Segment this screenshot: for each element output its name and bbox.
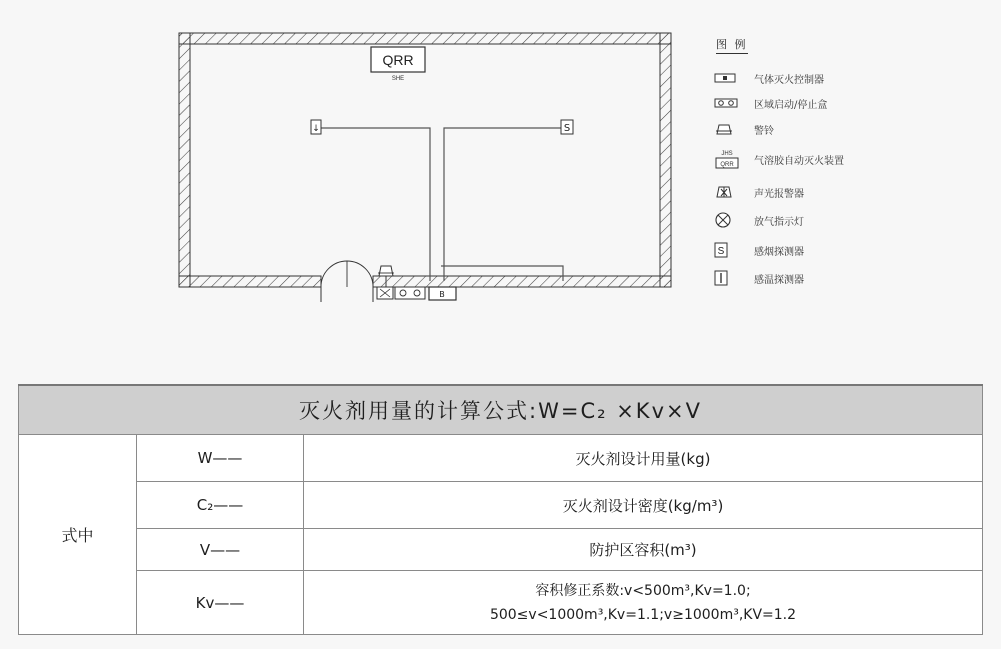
- description-line: 容积修正系数:v<500m³,Kv=1.0;: [535, 582, 751, 599]
- discharge-indicator-icon: [714, 210, 748, 230]
- legend-title: 图 例: [716, 36, 748, 54]
- wiring: [321, 128, 563, 291]
- gas-fire-controller-icon: [714, 68, 748, 88]
- svg-text:QRR: QRR: [720, 162, 734, 168]
- description-cell: 防护区容积(m³): [304, 529, 983, 571]
- smoke-detector: [561, 120, 573, 134]
- alarm-bell: [378, 266, 394, 276]
- aerosol-controller: [371, 47, 425, 82]
- svg-text:B: B: [439, 290, 445, 299]
- legend-item: S 感烟探测器: [714, 240, 804, 260]
- alarm-bell-icon: [714, 119, 748, 139]
- sound-light-alarm: [377, 287, 393, 299]
- table-row: [19, 435, 983, 482]
- symbol-cell: V——: [137, 529, 304, 571]
- calculation-table: [18, 384, 983, 635]
- legend-item: 区域启动/停止盒: [714, 93, 827, 113]
- gas-fire-controller: [429, 287, 456, 300]
- description-cell: [304, 571, 983, 635]
- door: [321, 261, 373, 302]
- legend-item: 气体灭火控制器: [714, 68, 824, 88]
- heat-detector-icon: [714, 268, 748, 288]
- zone-start-stop-box-icon: [714, 93, 748, 113]
- controller-sub-label: SHE: [391, 76, 405, 82]
- svg-text:JHS: JHS: [721, 151, 733, 157]
- symbol-cell: W——: [137, 435, 304, 482]
- smoke-detector-icon: [714, 240, 748, 260]
- description-line: 500≤v<1000m³,Kv=1.1;v≥1000m³,KV=1.2: [489, 606, 797, 623]
- svg-text:S: S: [563, 123, 571, 134]
- legend-item: 警铃: [714, 119, 774, 139]
- legend-item: 感温探测器: [714, 268, 804, 288]
- aerosol-device-icon: [714, 149, 748, 169]
- table-row: [19, 529, 983, 571]
- side-label: 式中: [19, 435, 137, 635]
- svg-text:↓: ↓: [312, 124, 320, 134]
- symbol-cell: C₂——: [137, 482, 304, 529]
- svg-text:S: S: [717, 246, 725, 257]
- controller-label: QRR: [382, 52, 414, 68]
- zone-start-stop-box: [395, 287, 425, 299]
- legend-item: JHS QRR 气溶胶自动灭火装置: [714, 149, 844, 169]
- legend-item: 放气指示灯: [714, 210, 804, 230]
- heat-detector: [311, 120, 321, 134]
- legend-item: 声光报警器: [714, 182, 804, 202]
- description-cell: 灭火剂设计密度(kg/m³): [304, 482, 983, 529]
- sound-light-alarm-icon: [714, 182, 748, 202]
- table-row: [19, 482, 983, 529]
- symbol-cell: Kv——: [137, 571, 304, 635]
- description-cell: 灭火剂设计用量(kg): [304, 435, 983, 482]
- table-row: [19, 571, 983, 635]
- formula-header: 灭火剂用量的计算公式:W=C₂ ×Kv×V: [19, 385, 983, 435]
